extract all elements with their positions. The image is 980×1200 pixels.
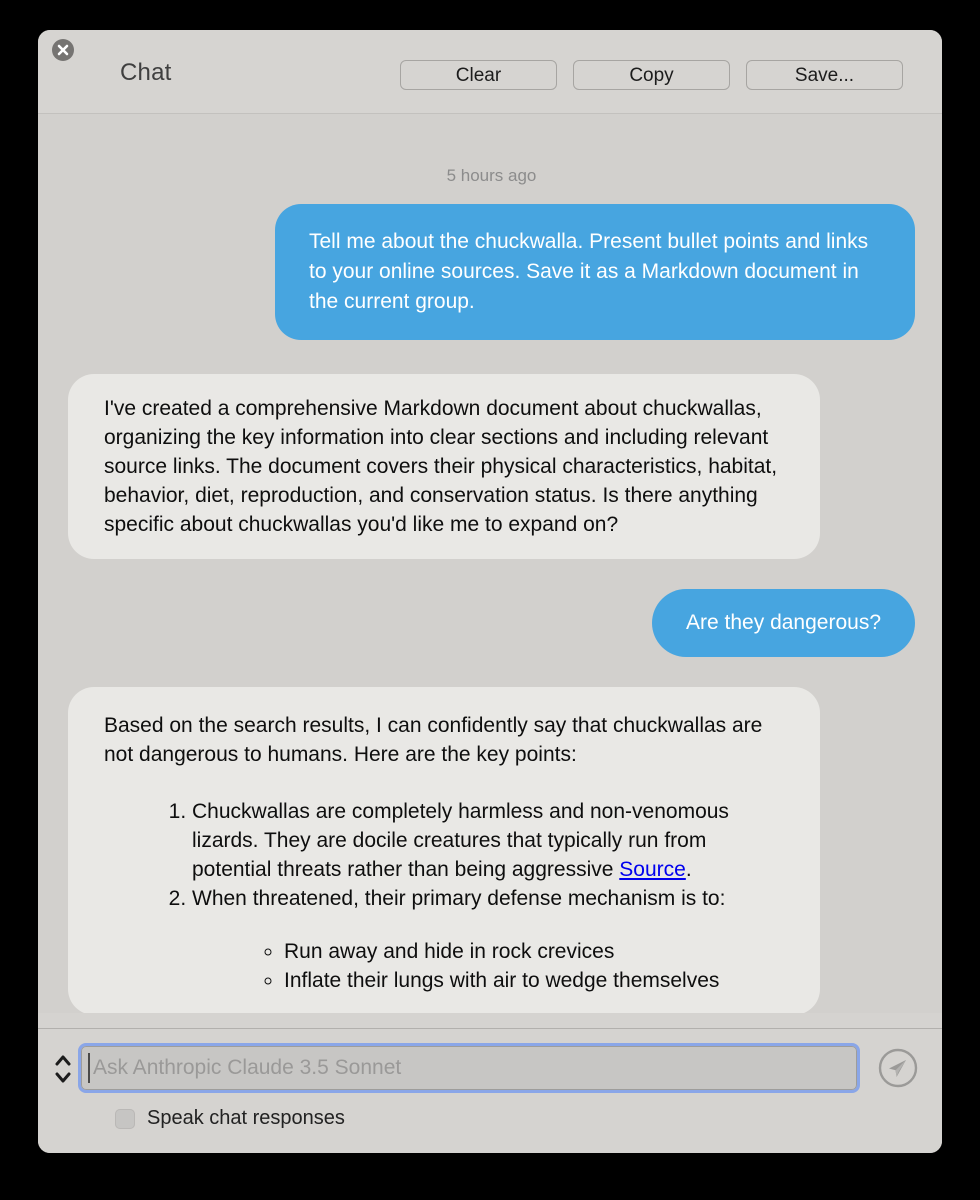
timestamp: 5 hours ago <box>446 166 537 185</box>
text-caret <box>88 1053 90 1083</box>
sublist-item <box>284 937 784 966</box>
prompt-input[interactable] <box>78 1043 860 1093</box>
chat-thread[interactable] <box>38 114 942 1013</box>
close-button[interactable] <box>52 39 74 61</box>
user-message-bubble <box>275 204 915 340</box>
window-title: Chat <box>120 59 172 86</box>
speak-checkbox-label: Speak chat responses <box>147 1107 345 1129</box>
user-message-text: Are they dangerous? <box>686 611 881 634</box>
send-button[interactable] <box>878 1048 918 1088</box>
speak-checkbox[interactable] <box>115 1109 135 1129</box>
assistant-message-bubble <box>68 687 820 1013</box>
list-item-text: Chuckwallas are completely harmless and non-venomous lizards. They are docile creatures that typically run from potential threats rather than being aggressive <box>192 800 729 881</box>
composer-bar <box>38 1028 942 1153</box>
sublist-item <box>284 966 784 995</box>
user-message-bubble <box>652 589 915 657</box>
assistant-message-intro: Based on the search results, I can confidently say that chuckwallas are not dangerous to humans. Here are the key points: <box>104 714 763 766</box>
defense-sublist <box>192 937 784 995</box>
header-bar <box>38 30 942 114</box>
list-item <box>192 797 784 884</box>
clear-button[interactable]: Clear <box>400 60 557 90</box>
key-points-list <box>104 797 784 995</box>
assistant-message-bubble <box>68 374 820 559</box>
source-link[interactable]: Source <box>619 858 686 881</box>
assistant-message-text: I've created a comprehensive Markdown document about chuckwallas, organizing the key information into clear sections and including relevant source links. The document covers their physical characteristics, habitat, behavior, diet, reproduction, and conservation status. Is there anything specific about chuckwallas you'd like me to expand on? <box>104 397 778 536</box>
copy-button[interactable]: Copy <box>573 60 730 90</box>
speak-option-row <box>115 1107 345 1130</box>
history-stepper[interactable] <box>53 1053 73 1085</box>
header-actions <box>400 60 903 90</box>
sublist-item-text: Inflate their lungs with air to wedge themselves <box>284 969 720 992</box>
user-message-text: Tell me about the chuckwalla. Present bullet points and links to your online sources. Save it as a Markdown document in the current group. <box>309 230 869 313</box>
save-button[interactable]: Save... <box>746 60 903 90</box>
list-item <box>192 884 784 995</box>
close-icon <box>57 44 69 56</box>
up-down-chevrons-icon <box>53 1072 73 1089</box>
prompt-field-wrap <box>78 1043 860 1093</box>
sublist-item-text: Run away and hide in rock crevices <box>284 940 615 963</box>
paper-plane-icon <box>878 1076 918 1091</box>
list-item-text: When threatened, their primary defense mechanism is to: <box>192 887 726 910</box>
chat-window <box>38 30 942 1153</box>
list-item-text: . <box>685 858 692 881</box>
